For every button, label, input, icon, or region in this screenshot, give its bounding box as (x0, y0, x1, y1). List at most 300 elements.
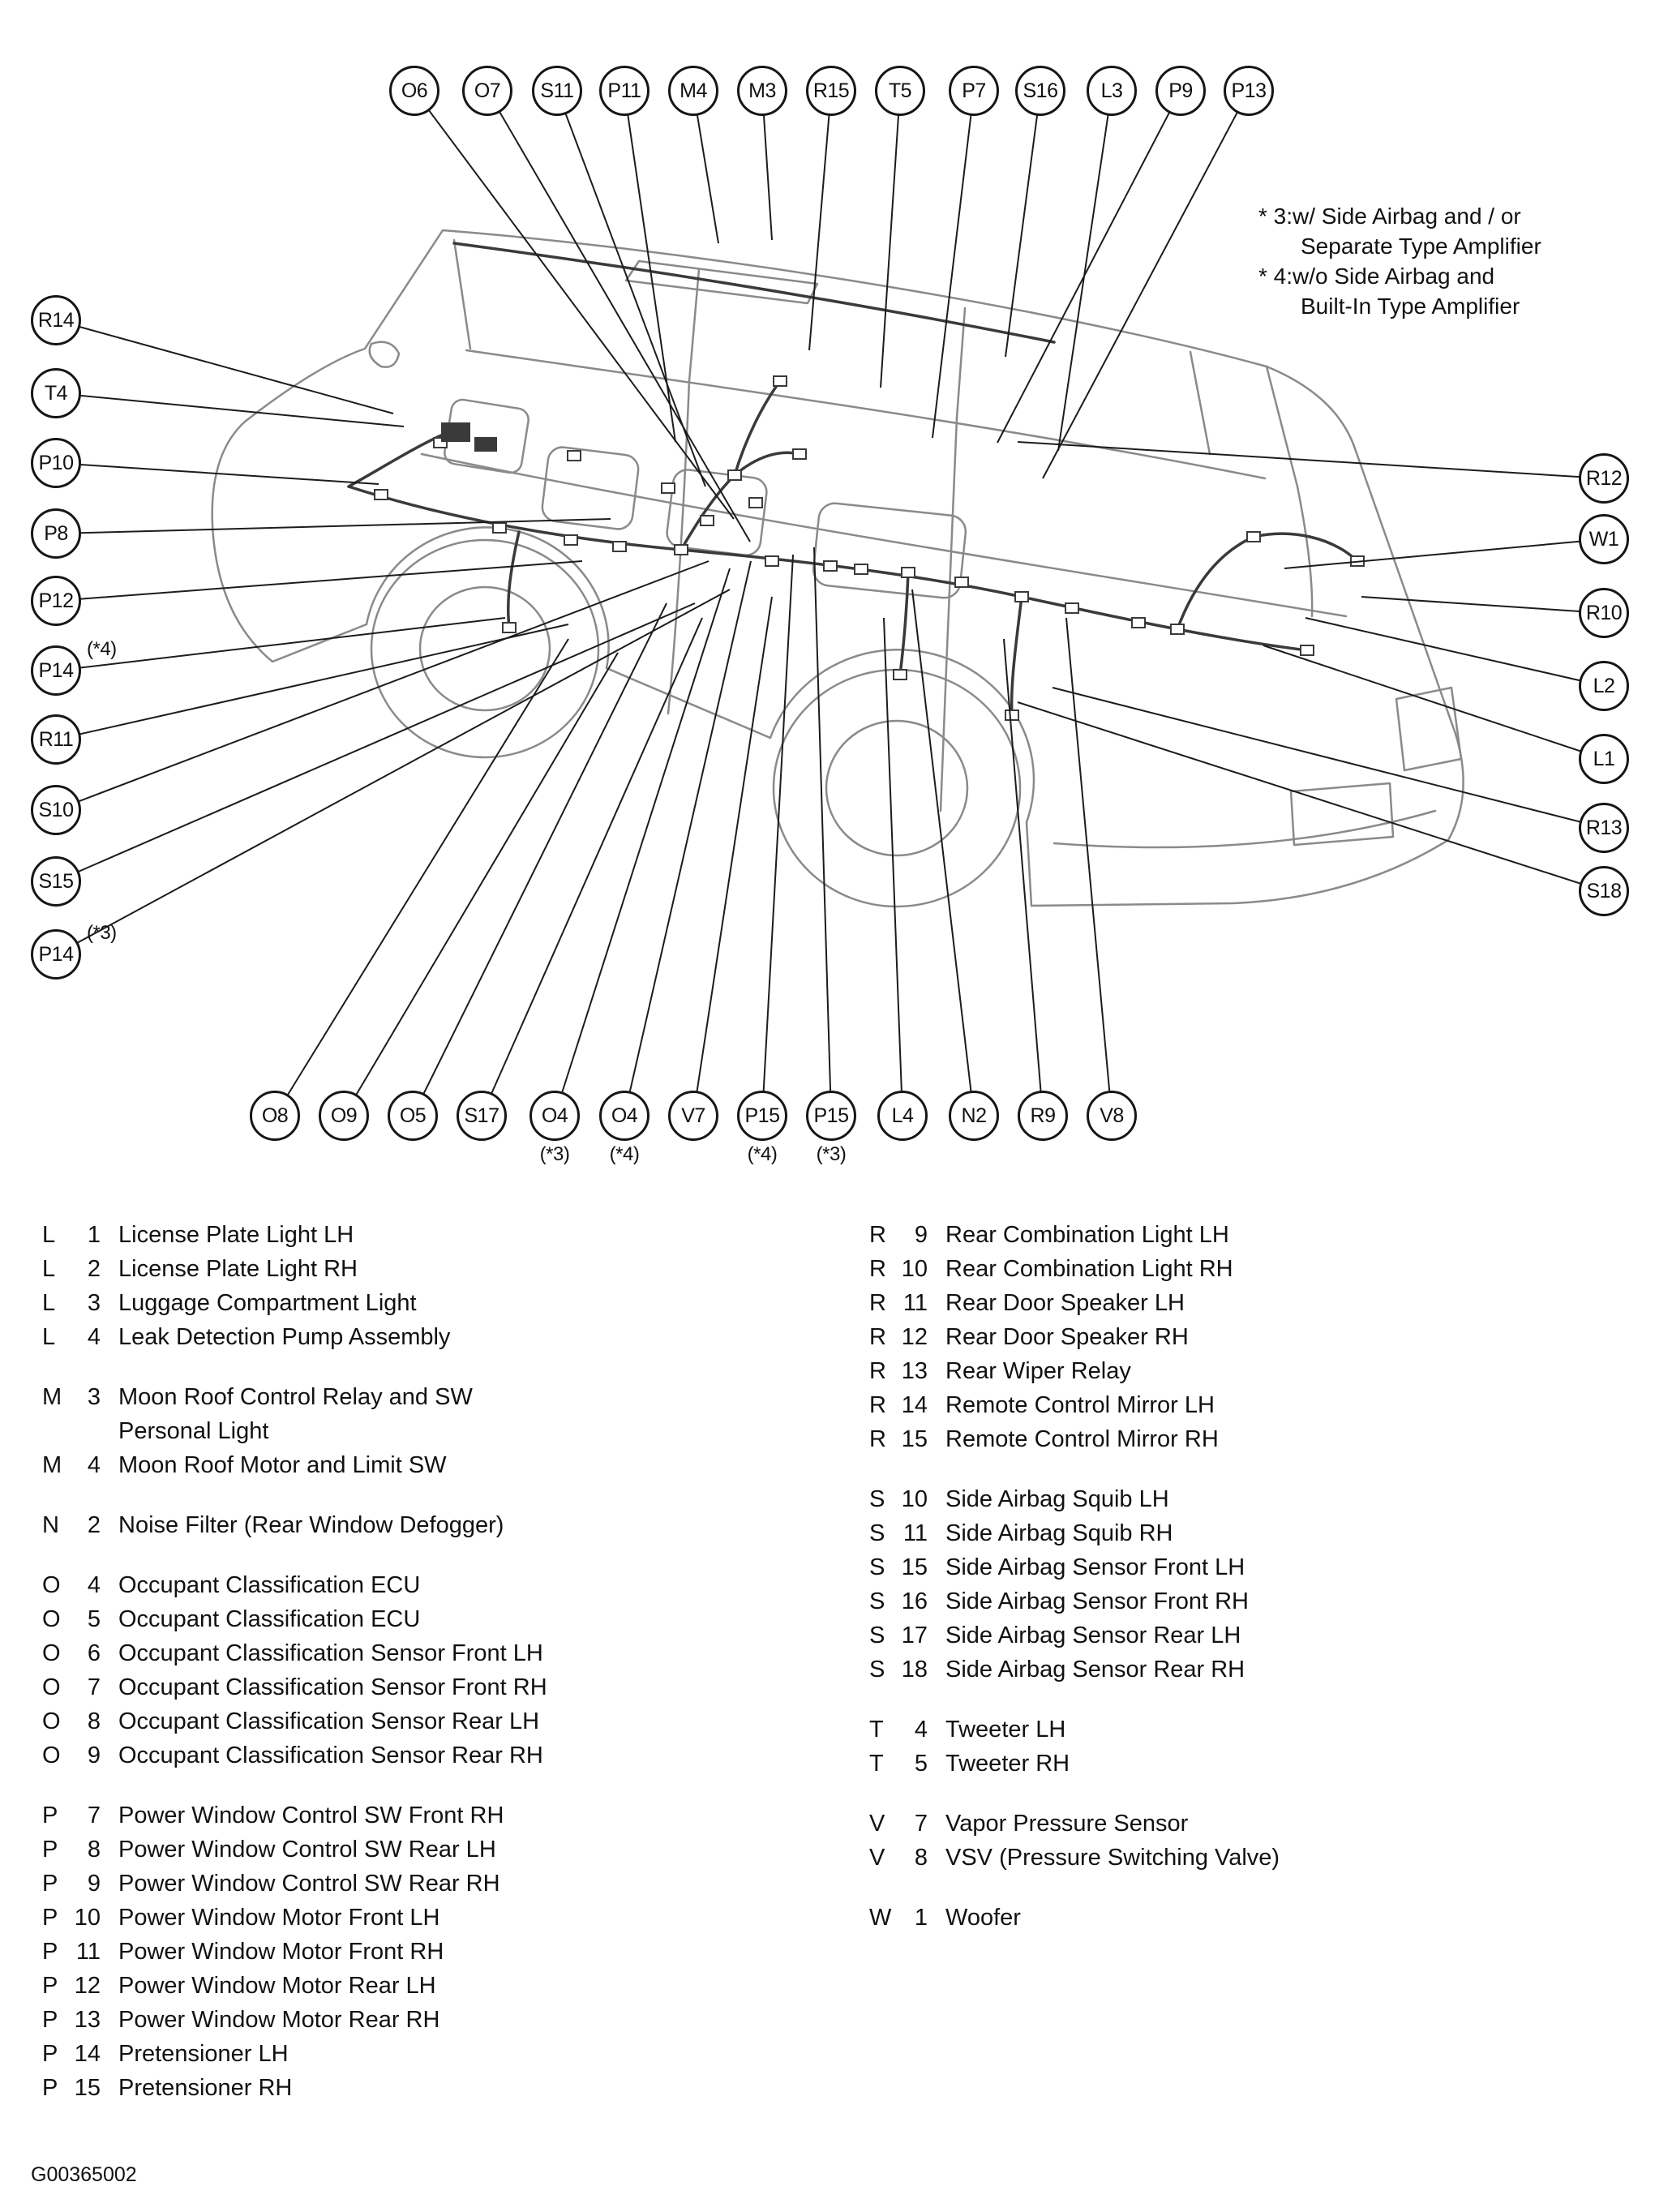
callout-v8 (1087, 1091, 1137, 1141)
callout-label: V7 (681, 1104, 705, 1127)
leader-line-r10 (1361, 597, 1604, 613)
legend-row-o9 (42, 1738, 547, 1773)
legend-code-number: 12 (901, 1324, 928, 1350)
legend-code-letter: M (42, 1384, 62, 1410)
legend-code-letter: O (42, 1743, 61, 1768)
legend-row-p12 (42, 1969, 547, 2003)
legend-row-s11 (869, 1516, 1280, 1550)
legend-row-r9 (869, 1218, 1280, 1252)
footnotes (1258, 201, 1541, 321)
legend-code-number: 18 (901, 1657, 928, 1683)
callout-p14-star3 (31, 922, 117, 980)
legend-row-l4 (42, 1320, 547, 1354)
callout-r13 (1579, 803, 1629, 853)
legend-description: Vapor Pressure Sensor (945, 1811, 1189, 1837)
leader-line-p11 (624, 91, 675, 442)
callout-label: S17 (464, 1104, 499, 1127)
legend-code-number: 4 (87, 1324, 101, 1350)
legend-code-letter: O (42, 1572, 61, 1598)
legend-gap (869, 1687, 1280, 1713)
callout-label: O9 (330, 1104, 358, 1127)
footnote-line: Separate Type Amplifier (1301, 234, 1541, 259)
legend-code-letter: L (42, 1222, 56, 1248)
callout-label: P15 (744, 1104, 780, 1127)
callout-label: R14 (37, 308, 75, 332)
legend-code-number: 8 (87, 1708, 101, 1734)
legend-code-number: 7 (87, 1803, 101, 1828)
leader-line-t4 (56, 393, 404, 427)
legend-description: Rear Door Speaker LH (945, 1290, 1185, 1316)
legend-description: Occupant Classification Sensor Front LH (118, 1640, 543, 1666)
legend-code-letter: O (42, 1640, 61, 1666)
legend-row-l1 (42, 1218, 547, 1252)
legend-row-s17 (869, 1618, 1280, 1653)
legend-code-number: 15 (74, 2075, 101, 2101)
legend-description: Occupant Classification ECU (118, 1572, 421, 1598)
legend-code-number: 3 (87, 1290, 101, 1316)
legend-code-number: 7 (914, 1811, 928, 1837)
leader-line-l1 (1263, 645, 1604, 759)
legend-gap (42, 1773, 547, 1798)
callout-r10 (1579, 588, 1629, 638)
legend-code-letter: T (869, 1751, 884, 1777)
legend-description: Side Airbag Sensor Front RH (945, 1588, 1249, 1614)
callout-o9 (319, 1091, 369, 1141)
legend-row-s10 (869, 1482, 1280, 1516)
leader-line-r14 (56, 320, 393, 414)
legend-description: Tweeter RH (945, 1751, 1070, 1777)
callout-r15 (806, 66, 856, 116)
leader-line-p8 (56, 519, 611, 534)
legend-code-letter: R (869, 1324, 886, 1350)
legend-description: Remote Control Mirror LH (945, 1392, 1215, 1418)
legend-code-letter: P (42, 1973, 58, 1999)
legend-description: Luggage Compartment Light (118, 1290, 417, 1316)
callout-note: (*3) (539, 1143, 570, 1165)
leader-line-t5 (881, 91, 900, 388)
legend-code-letter: O (42, 1708, 61, 1734)
legend-description: Side Airbag Squib LH (945, 1486, 1169, 1512)
footnote-line: * 3:w/ Side Airbag and / or (1258, 204, 1521, 229)
legend-gap (869, 1781, 1280, 1807)
legend-code-number: 10 (901, 1486, 928, 1512)
legend-gap (42, 1482, 547, 1508)
legend-code-number: 11 (75, 1939, 101, 1965)
legend-description: License Plate Light LH (118, 1222, 354, 1248)
callout-o4-star4 (599, 1091, 650, 1165)
legend-code-number: 9 (914, 1222, 928, 1248)
legend-code-letter: T (869, 1717, 884, 1743)
legend-row-p8 (42, 1833, 547, 1867)
legend-code-number: 15 (901, 1554, 928, 1580)
legend-code-number: 2 (87, 1512, 101, 1538)
callout-label: S10 (38, 798, 74, 821)
callout-o8 (250, 1091, 300, 1141)
legend-column-left (42, 1218, 547, 2105)
callout-label: R10 (1585, 601, 1623, 624)
leader-line-s10 (56, 561, 709, 810)
callout-label: W1 (1588, 527, 1619, 551)
callout-label: L3 (1100, 79, 1123, 102)
callout-label: P13 (1231, 79, 1267, 102)
legend-code-letter: R (869, 1290, 886, 1316)
callout-label: P8 (44, 521, 68, 545)
callout-r11 (31, 714, 81, 765)
legend-row-p9 (42, 1867, 547, 1901)
callout-s10 (31, 785, 81, 835)
legend-code-letter: S (869, 1588, 885, 1614)
callout-p12 (31, 576, 81, 626)
footnote-3 (1258, 201, 1541, 261)
harness-connectors (375, 376, 1364, 720)
car-body-outline (212, 230, 1464, 907)
callout-p8 (31, 508, 81, 559)
callout-p7 (949, 66, 999, 116)
callout-label: N2 (961, 1104, 987, 1127)
legend-description: Power Window Motor Front LH (118, 1905, 440, 1931)
leader-line-p14-star4 (56, 618, 505, 671)
legend-code-letter: P (42, 2075, 58, 2101)
legend-description: Side Airbag Squib RH (945, 1520, 1173, 1546)
callout-m4 (668, 66, 718, 116)
legend-code-letter: P (42, 1803, 58, 1828)
legend-code-number: 12 (74, 1973, 101, 1999)
legend-row-s16 (869, 1584, 1280, 1618)
leader-line-n2 (912, 589, 974, 1116)
legend-description: Side Airbag Sensor Rear LH (945, 1623, 1241, 1648)
legend-gap (869, 1456, 1280, 1482)
callout-label: P15 (813, 1104, 849, 1127)
legend-description: Power Window Control SW Front RH (118, 1803, 504, 1828)
leader-line-p15-star4 (762, 555, 793, 1116)
legend-description: Moon Roof Motor and Limit SW (118, 1452, 447, 1478)
legend-description: Occupant Classification Sensor Front RH (118, 1674, 547, 1700)
legend-description: Power Window Motor Rear RH (118, 2007, 440, 2033)
legend-description: Power Window Control SW Rear LH (118, 1837, 496, 1863)
callout-s16 (1015, 66, 1065, 116)
legend-description: Occupant Classification Sensor Rear RH (118, 1743, 543, 1768)
leader-line-l4 (884, 618, 902, 1116)
leader-line-s18 (1018, 702, 1604, 891)
legend-code-number: 13 (901, 1358, 928, 1384)
callout-label: O4 (541, 1104, 568, 1127)
legend-code-letter: R (869, 1256, 886, 1282)
legend-code-number: 14 (74, 2041, 101, 2067)
callout-note: (*4) (609, 1143, 640, 1165)
leader-line-r11 (56, 624, 568, 739)
callout-p15-star4 (737, 1091, 787, 1165)
legend-row-o7 (42, 1670, 547, 1704)
legend-code-letter: S (869, 1554, 885, 1580)
legend-code-number: 9 (87, 1871, 101, 1897)
legend-code-letter: R (869, 1426, 886, 1452)
footnote-line: * 4:w/o Side Airbag and (1258, 264, 1495, 289)
legend-code-letter: L (42, 1256, 56, 1282)
callout-label: L4 (891, 1104, 914, 1127)
legend-description: Occupant Classification Sensor Rear LH (118, 1708, 540, 1734)
legend-row-r12 (869, 1320, 1280, 1354)
leader-line-p13 (1043, 91, 1249, 478)
callout-o4-star3 (529, 1091, 580, 1165)
legend-code-number: 5 (87, 1606, 101, 1632)
callout-p9 (1155, 66, 1206, 116)
callout-label: R15 (812, 79, 850, 102)
legend-code-letter: R (869, 1392, 886, 1418)
leader-line-p12 (56, 561, 582, 601)
callout-l4 (877, 1091, 928, 1141)
wiring-harness (349, 243, 1357, 715)
figure-id: G00365002 (31, 2163, 137, 2186)
callout-s15 (31, 856, 81, 907)
legend-description: Side Airbag Sensor Front LH (945, 1554, 1245, 1580)
leader-line-s16 (1005, 91, 1040, 357)
legend-code-number: 7 (87, 1674, 101, 1700)
callout-l3 (1087, 66, 1137, 116)
legend-code-letter: P (42, 1939, 58, 1965)
callout-note: (*3) (87, 922, 117, 944)
legend-code-letter: L (42, 1324, 56, 1350)
legend-code-number: 4 (914, 1717, 928, 1743)
legend-description: Occupant Classification ECU (118, 1606, 421, 1632)
legend-description: Leak Detection Pump Assembly (118, 1324, 451, 1350)
legend-code-number: 4 (87, 1572, 101, 1598)
callout-label: T4 (44, 381, 68, 405)
legend-code-letter: M (42, 1452, 62, 1478)
legend-code-letter: O (42, 1674, 61, 1700)
legend-code-letter: S (869, 1657, 885, 1683)
legend-code-letter: P (42, 1871, 58, 1897)
legend-description: Pretensioner RH (118, 2075, 293, 2101)
callout-label: P14 (38, 658, 74, 682)
callout-label: M3 (748, 79, 776, 102)
leader-line-r9 (1004, 639, 1043, 1116)
legend-row-p10 (42, 1901, 547, 1935)
callout-label: O5 (399, 1104, 427, 1127)
callout-label: T5 (888, 79, 912, 102)
legend-gap (42, 1542, 547, 1568)
callout-s11 (532, 66, 582, 116)
callout-p15-star3 (806, 1091, 856, 1165)
legend-description: Rear Combination Light LH (945, 1222, 1229, 1248)
legend-row-p15 (42, 2071, 547, 2105)
callout-note: (*4) (87, 638, 117, 660)
legend-code-number: 3 (87, 1384, 101, 1410)
legend-description: Side Airbag Sensor Rear RH (945, 1657, 1245, 1683)
legend-gap (42, 1354, 547, 1380)
callout-t5 (875, 66, 925, 116)
legend-row-t4 (869, 1713, 1280, 1747)
legend-code-number: 4 (87, 1452, 101, 1478)
legend-code-letter: S (869, 1486, 885, 1512)
callout-label: O7 (474, 79, 501, 102)
legend-code-number: 6 (87, 1640, 101, 1666)
legend-description: Rear Wiper Relay (945, 1358, 1131, 1384)
callout-r14 (31, 295, 81, 345)
callout-n2 (949, 1091, 999, 1141)
callout-label: V8 (1100, 1104, 1124, 1127)
legend-description: Remote Control Mirror RH (945, 1426, 1219, 1452)
callout-l1 (1579, 734, 1629, 784)
legend-description: Power Window Control SW Rear RH (118, 1871, 500, 1897)
legend-row-p7 (42, 1798, 547, 1833)
legend-code-letter: R (869, 1358, 886, 1384)
legend-description: VSV (Pressure Switching Valve) (945, 1845, 1280, 1871)
callout-o5 (388, 1091, 438, 1141)
legend-description: Rear Combination Light RH (945, 1256, 1233, 1282)
legend-code-number: 10 (901, 1256, 928, 1282)
callout-label: M4 (680, 79, 707, 102)
legend-row-m4 (42, 1448, 547, 1482)
legend-code-number: 15 (901, 1426, 928, 1452)
legend-row-w1 (869, 1901, 1280, 1935)
callout-label: L2 (1593, 674, 1615, 697)
legend-code-letter: S (869, 1623, 885, 1648)
leader-line-l3 (1058, 91, 1112, 451)
legend-code-letter: S (869, 1520, 885, 1546)
legend-code-letter: L (42, 1290, 56, 1316)
legend-code-letter: R (869, 1222, 886, 1248)
legend-code-number: 10 (74, 1905, 101, 1931)
legend-row-p13 (42, 2003, 547, 2037)
legend-code-number: 11 (902, 1290, 928, 1316)
legend-gap (869, 1875, 1280, 1901)
callout-label: O6 (401, 79, 428, 102)
callout-label: S16 (1022, 79, 1058, 102)
callout-label: R9 (1030, 1104, 1056, 1127)
legend-row-l3 (42, 1286, 547, 1320)
leader-line-r12 (1018, 442, 1604, 478)
leader-line-o4-star3 (555, 568, 730, 1116)
callout-label: S18 (1586, 879, 1622, 902)
legend-description: Power Window Motor Rear LH (118, 1973, 436, 1999)
callout-label: R12 (1585, 466, 1623, 490)
callout-label: P11 (607, 79, 641, 102)
legend-row-r11 (869, 1286, 1280, 1320)
legend-code-number: 17 (901, 1623, 928, 1648)
legend-column-right (869, 1218, 1280, 1935)
legend-row-m3 (42, 1380, 547, 1414)
leader-line-s17 (482, 618, 702, 1116)
legend-row-n2 (42, 1508, 547, 1542)
legend-code-number: 8 (914, 1845, 928, 1871)
callout-p14-star4 (31, 638, 117, 696)
callout-label: P12 (38, 589, 74, 612)
legend-row-continuation (42, 1414, 547, 1448)
legend-code-number: 2 (87, 1256, 101, 1282)
callout-v7 (668, 1091, 718, 1141)
legend-code-letter: P (42, 2041, 58, 2067)
legend-row-p11 (42, 1935, 547, 1969)
legend-row-r15 (869, 1422, 1280, 1456)
callout-o7 (462, 66, 512, 116)
legend-code-letter: V (869, 1845, 885, 1871)
legend-row-r14 (869, 1388, 1280, 1422)
legend-row-s15 (869, 1550, 1280, 1584)
callout-t4 (31, 368, 81, 418)
callout-s17 (457, 1091, 507, 1141)
leader-line-r15 (809, 91, 831, 350)
legend-description: Moon Roof Control Relay and SW (118, 1384, 473, 1410)
legend-code-letter: W (869, 1905, 892, 1931)
callout-w1 (1579, 514, 1629, 564)
legend-row-o4 (42, 1568, 547, 1602)
callout-label: S11 (540, 79, 574, 102)
legend-code-letter: N (42, 1512, 59, 1538)
leader-line-p15-star3 (814, 547, 831, 1116)
legend-code-letter: P (42, 1837, 58, 1863)
legend-code-number: 16 (901, 1588, 928, 1614)
legend-row-r10 (869, 1252, 1280, 1286)
legend-description: Tweeter LH (945, 1717, 1066, 1743)
callout-label: L1 (1593, 747, 1615, 770)
legend-description: Personal Light (118, 1418, 269, 1444)
footnote-4 (1258, 261, 1541, 321)
legend-row-v8 (869, 1841, 1280, 1875)
legend-row-l2 (42, 1252, 547, 1286)
footnote-line: Built-In Type Amplifier (1301, 294, 1520, 319)
legend-description: Power Window Motor Front RH (118, 1939, 444, 1965)
callout-p13 (1224, 66, 1274, 116)
legend-code-number: 13 (74, 2007, 101, 2033)
legend-row-r13 (869, 1354, 1280, 1388)
legend-description: Noise Filter (Rear Window Defogger) (118, 1512, 504, 1538)
callout-p11 (599, 66, 650, 116)
callout-label: P14 (38, 942, 74, 966)
callout-label: P9 (1168, 79, 1193, 102)
legend-code-number: 1 (914, 1905, 928, 1931)
legend-code-number: 1 (87, 1222, 101, 1248)
legend-row-v7 (869, 1807, 1280, 1841)
legend-description: Pretensioner LH (118, 2041, 289, 2067)
legend-row-o8 (42, 1704, 547, 1738)
legend-code-letter: P (42, 2007, 58, 2033)
legend-description: License Plate Light RH (118, 1256, 358, 1282)
callout-label: R13 (1585, 816, 1623, 839)
legend-code-number: 5 (914, 1751, 928, 1777)
leader-line-p7 (932, 91, 974, 438)
leader-line-s15 (56, 603, 695, 881)
leader-line-v8 (1066, 618, 1112, 1116)
legend-row-o5 (42, 1602, 547, 1636)
callout-label: P7 (962, 79, 986, 102)
callout-label: R11 (38, 727, 74, 751)
callout-note: (*3) (816, 1143, 847, 1165)
leader-line-v7 (693, 597, 772, 1116)
callout-note: (*4) (747, 1143, 778, 1165)
legend-row-t5 (869, 1747, 1280, 1781)
legend-code-letter: P (42, 1905, 58, 1931)
callout-r9 (1018, 1091, 1068, 1141)
legend-code-number: 14 (901, 1392, 928, 1418)
callout-label: O8 (261, 1104, 289, 1127)
callout-p10 (31, 438, 81, 488)
legend-row-s18 (869, 1653, 1280, 1687)
callout-label: S15 (38, 869, 74, 893)
callout-label: P10 (38, 451, 74, 474)
legend-code-number: 8 (87, 1837, 101, 1863)
callout-o6 (389, 66, 439, 116)
callout-l2 (1579, 661, 1629, 711)
legend-code-number: 9 (87, 1743, 101, 1768)
legend-description: Rear Door Speaker RH (945, 1324, 1189, 1350)
legend-code-letter: O (42, 1606, 61, 1632)
leader-line-o7 (487, 91, 750, 542)
legend-row-o6 (42, 1636, 547, 1670)
callout-r12 (1579, 453, 1629, 504)
legend-description: Woofer (945, 1905, 1021, 1931)
callout-s18 (1579, 866, 1629, 916)
leader-line-r13 (1053, 688, 1604, 828)
